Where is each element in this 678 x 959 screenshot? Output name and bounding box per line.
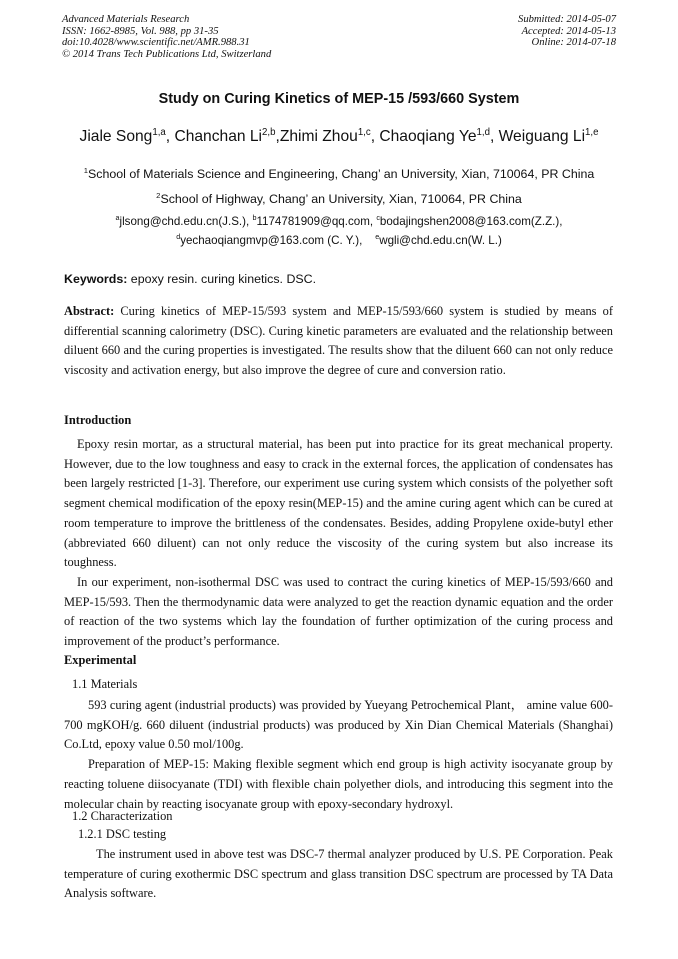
issn-line: ISSN: 1662-8985, Vol. 988, pp 31-35 [62,25,219,37]
email-text: jlsong@chd.edu.cn(J.S.), [119,215,253,228]
dsc-paragraph: The instrument used in above test was DSC-7 thermal analyzer produced by U.S. PE Corporation. Peak temperature of curing exothermic DSC spectrum and glass transition DSC spectrum are processed by TA Data Analysis software. [64,847,613,901]
subsection-dsc-testing: 1.2.1 DSC testing [78,827,167,841]
author-name: Jiale Song [79,128,153,145]
email-sup: c [376,213,380,223]
author-sup: 1,c [357,126,371,138]
author-sep: , [165,128,175,145]
affiliation-2 [0,192,678,206]
email-sup: e [375,232,380,242]
email-text: bodajingshen2008@163.com(Z.Z.), [379,215,563,228]
introduction-heading: Introduction [64,413,132,427]
accepted-date: Accepted: 2014-05-13 [521,25,616,37]
abstract-text: Curing kinetics of MEP-15/593 system and MEP-15/593/660 system is studied by means of differential scanning calorimetry (DSC). Curing kinetic parameters are evaluated and the relationship between diluent 660 and the curing properties is investigated. The results show that the diluent 660 can not only reduce viscosity and activation energy, but also improve the degree of cure and conversion ratio. [64,304,613,378]
email-text: 1174781909@qq.com, [256,215,377,228]
affiliation-sup: 1 [83,165,89,175]
affiliation-text: School of Highway, Chang’ an University, Xian, 710064, PR China [160,192,522,206]
dsc-body [64,845,613,904]
author-sup: 1,a [152,126,166,138]
email-sup: b [252,213,257,223]
subsection-characterization: 1.2 Characterization [72,809,173,823]
journal-name: Advanced Materials Research [62,14,190,25]
materials-paragraph-2: Preparation of MEP-15: Making flexible segment which end group is high activity isocyanate group by reacting toluene diisocyanate (TDI) with flexible chain polyether diols, and introducing this segment into the molecular chain by reacting isocyanate group with epoxy-secondary hydroxyl. [64,757,613,811]
affiliation-sup: 2 [156,190,161,200]
author-sup: 2,b [262,126,276,138]
keywords [64,272,316,286]
author-name: Chanchan Li [174,128,263,145]
affiliation-1 [0,167,678,181]
copyright-line: © 2014 Trans Tech Publications Ltd, Switzerland [62,48,272,60]
email-text: yechaoqiangmvp@163.com (C. Y.), [180,234,376,247]
introduction-body [64,435,613,652]
author-name: Chaoqiang Ye [379,128,477,145]
author-sep: , [275,128,280,145]
author-name: Zhimi Zhou [279,128,358,145]
submitted-date: Submitted: 2014-05-07 [518,14,616,25]
author-sup: 1,e [585,126,599,138]
affiliation-text: School of Materials Science and Engineering, Chang’ an University, Xian, 710064, PR China [88,167,595,181]
email-line-1 [0,215,678,228]
keywords-label: Keywords: [64,272,128,286]
email-text: wgli@chd.edu.cn(W. L.) [379,234,502,247]
keywords-text: epoxy resin. curing kinetics. DSC. [127,272,317,286]
author-sep: , [370,128,380,145]
paper-title: Study on Curing Kinetics of MEP-15 /593/660 System [158,91,520,107]
author-sup: 1,d [476,126,490,138]
experimental-heading: Experimental [64,653,137,667]
author-name: Weiguang Li [498,128,586,145]
abstract-label: Abstract: [64,304,115,318]
dates-info [518,14,616,49]
journal-info [62,14,271,60]
doi-line: doi:10.4028/www.scientific.net/AMR.988.31 [62,37,250,49]
materials-paragraph-1: 593 curing agent (industrial products) was provided by Yueyang Petrochemical Plant， amine value 600-700 mgKOH/g. 660 diluent (industrial products) was produced by Xin Dian Chemical Materials (Shanghai) Co.Ltd, epoxy value 0.50 mol/100g. [64,698,613,752]
abstract [64,302,613,381]
email-sup: d [176,232,181,242]
email-line-2 [0,234,678,247]
author-list [0,128,678,146]
email-sup: a [115,213,120,223]
introduction-paragraph-1: Epoxy resin mortar, as a structural material, has been put into practice for its great mechanical property. However, due to the low toughness and easy to crack in the external forces, the application of condensates has been largely restricted [1-3]. Therefore, our experiment use curing system which consists of the polyether soft segment chemical modification of the epoxy resin(MEP-15) and the amine curing agent which can be cured at room temperature to improve the brittleness of the condensates. Besides, adding Propylene oxide-butyl ether (abbreviated 660 diluent) can not only reduce the viscosity of the curing system but also increase its toughness. [64,437,613,570]
author-sep: , [489,128,499,145]
subsection-materials: 1.1 Materials [72,677,138,691]
materials-body [64,696,613,814]
online-date: Online: 2014-07-18 [531,37,616,49]
introduction-paragraph-2: In our experiment, non-isothermal DSC was used to contract the curing kinetics of MEP-15/593/660 and MEP-15/593. Then the thermodynamic data were analyzed to get the reaction dynamic equation and the order of reaction of the two systems which lay the foundation of further optimization of the curing process and improvement of the product’s performance. [64,574,613,649]
